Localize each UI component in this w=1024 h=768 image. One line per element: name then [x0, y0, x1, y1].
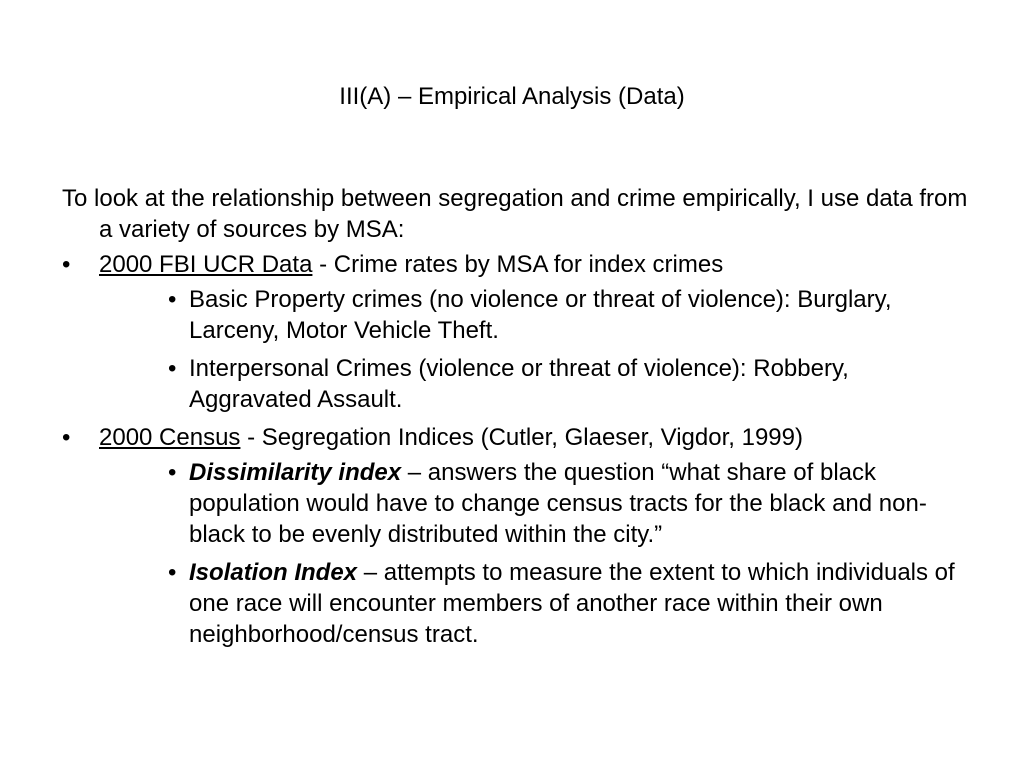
intro-paragraph: To look at the relationship between segregation and crime empirically, I use data from a variety of sources by MSA: [62, 185, 968, 243]
sub-bullet-dissimilarity-index [62, 457, 972, 550]
dissimilarity-index-text: – answers the question “what share of black population would have to change census tracts for the black and non-black to be evenly distributed within the city.” [189, 459, 927, 548]
bullet-census [62, 422, 972, 453]
property-crimes-text: Basic Property crimes (no violence or threat of violence): Burglary, Larceny, Motor Vehicle Theft. [189, 286, 892, 344]
sub-bullet-marker: • [168, 459, 177, 486]
segregation-index-list [62, 457, 972, 650]
sub-bullet-property-crimes [62, 284, 972, 346]
sub-bullet-marker: • [168, 286, 177, 313]
source-fbi-ucr-description: - Crime rates by MSA for index crimes [312, 251, 724, 278]
source-census-description: - Segregation Indices (Cutler, Glaeser, Vigdor, 1999) [240, 424, 803, 451]
bullet-marker: • [62, 251, 71, 278]
sub-bullet-marker: • [168, 559, 177, 586]
dissimilarity-index-term: Dissimilarity index [189, 459, 402, 486]
bullet-marker: • [62, 424, 71, 451]
bullet-fbi-ucr-data [62, 249, 972, 280]
sub-bullet-interpersonal-crimes [62, 353, 972, 415]
slide-title: III(A) – Empirical Analysis (Data) [339, 83, 685, 110]
sub-bullet-isolation-index [62, 557, 972, 650]
interpersonal-crimes-text: Interpersonal Crimes (violence or threat of violence): Robbery, Aggravated Assault. [189, 355, 849, 413]
sub-bullet-marker: • [168, 355, 177, 382]
fbi-crime-list [62, 284, 972, 415]
source-census: 2000 Census [99, 424, 241, 451]
slide-body [62, 183, 972, 657]
isolation-index-text: – attempts to measure the extent to which individuals of one race will encounter members of another race within their own neighborhood/census tract. [189, 559, 955, 648]
source-fbi-ucr: 2000 FBI UCR Data [99, 251, 313, 278]
isolation-index-term: Isolation Index [189, 559, 358, 586]
